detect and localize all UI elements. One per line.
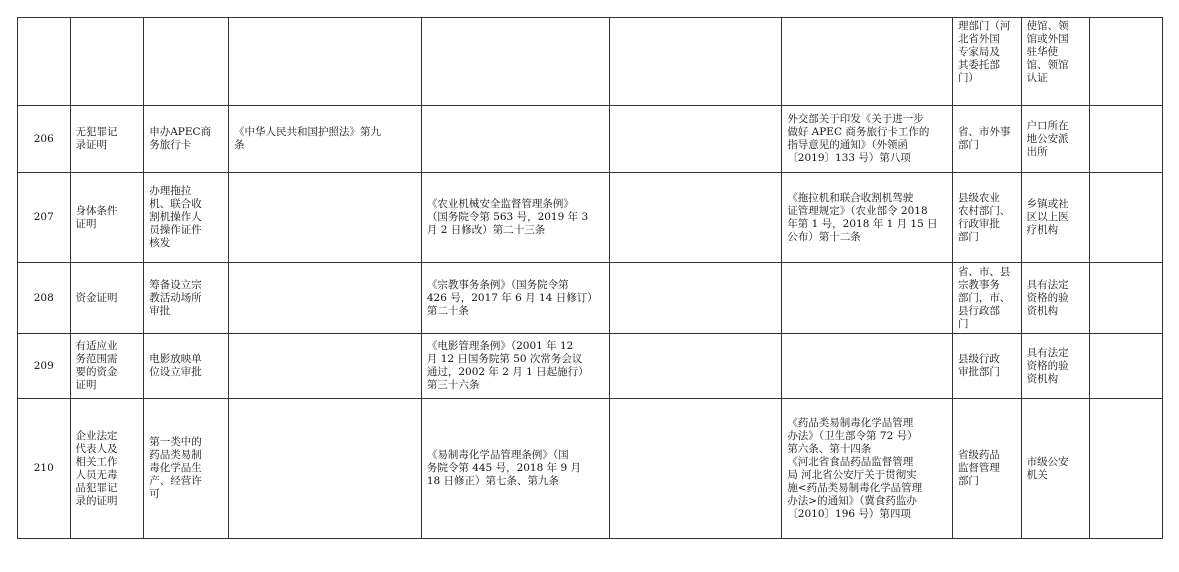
cell-matter: 办理拖拉 机、联合收 割机操作人 员操作证件 核发 (144, 173, 229, 263)
cell-law (229, 18, 422, 106)
cell-remark (1090, 263, 1163, 334)
cell-issuing-org: 乡镇或社 区以上医 疗机构 (1021, 173, 1090, 263)
cell-approval-dept: 县级农业 农村部门、 行政审批 部门 (952, 173, 1021, 263)
cell-matter: 申办APEC商 务旅行卡 (144, 106, 229, 173)
cell-issuing-org: 户口所在 地公安派 出所 (1021, 106, 1090, 173)
cell-normative (782, 334, 953, 399)
cell-regulation (421, 18, 609, 106)
cell-normative: 外交部关于印发《关于进一步 做好 APEC 商务旅行卡工作的 指导意见的通知》（外领函 〔2019〕133 号）第八项 (782, 106, 953, 173)
cell-material: 资金证明 (70, 263, 144, 334)
cell-no: 207 (18, 173, 71, 263)
cell-remark (1090, 173, 1163, 263)
cell-law (229, 334, 422, 399)
cell-regulation (421, 106, 609, 173)
cell-material: 无犯罪记 录证明 (70, 106, 144, 173)
cell-normative (782, 18, 953, 106)
cell-rule (609, 263, 782, 334)
cell-normative: 《药品类易制毒化学品管理 办法》（卫生部令第 72 号） 第六条、第十四条 《河北省食品药品监督管理 局 河北省公安厅关于贯彻实 施<药品类易制毒化学品管理 办法>的通知》（冀食药监办 〔2010〕196 号）第四项 (782, 399, 953, 539)
certificate-table (17, 17, 1163, 539)
cell-no: 209 (18, 334, 71, 399)
cell-rule (609, 334, 782, 399)
cell-approval-dept: 理部门（河 北省外国 专家局及 其委托部 门） (952, 18, 1021, 106)
cell-approval-dept: 县级行政 审批部门 (952, 334, 1021, 399)
cell-material (70, 18, 144, 106)
cell-remark (1090, 106, 1163, 173)
cell-rule (609, 106, 782, 173)
cell-remark (1090, 334, 1163, 399)
table-row (18, 334, 1163, 399)
cell-law (229, 263, 422, 334)
cell-material: 有适应业 务范围需 要的资金 证明 (70, 334, 144, 399)
cell-remark (1090, 18, 1163, 106)
cell-rule (609, 18, 782, 106)
cell-rule (609, 399, 782, 539)
cell-matter: 筹备设立宗 教活动场所 审批 (144, 263, 229, 334)
cell-matter: 第一类中的 药品类易制 毒化学品生 产、经营许 可 (144, 399, 229, 539)
table-row (18, 173, 1163, 263)
cell-no: 208 (18, 263, 71, 334)
cell-material: 身体条件 证明 (70, 173, 144, 263)
cell-no: 206 (18, 106, 71, 173)
table-row-continued (18, 18, 1163, 106)
cell-rule (609, 173, 782, 263)
cell-approval-dept: 省级药品 监督管理 部门 (952, 399, 1021, 539)
cell-issuing-org: 使馆、领 馆或外国 驻华使 馆、领馆 认证 (1021, 18, 1090, 106)
cell-issuing-org: 具有法定 资格的验 资机构 (1021, 263, 1090, 334)
table-row (18, 399, 1163, 539)
cell-regulation: 《农业机械安全监督管理条例》 （国务院令第 563 号，2019 年 3 月 2 日修改）第二十三条 (421, 173, 609, 263)
cell-law (229, 399, 422, 539)
cell-issuing-org: 具有法定 资格的验 资机构 (1021, 334, 1090, 399)
cell-regulation: 《易制毒化学品管理条例》（国 务院令第 445 号，2018 年 9 月 18 日修正）第七条、第九条 (421, 399, 609, 539)
cell-law (229, 173, 422, 263)
cell-material: 企业法定 代表人及 相关工作 人员无毒 品犯罪记 录的证明 (70, 399, 144, 539)
cell-no: 210 (18, 399, 71, 539)
cell-approval-dept: 省、市外事 部门 (952, 106, 1021, 173)
cell-no (18, 18, 71, 106)
table-row (18, 106, 1163, 173)
cell-issuing-org: 市级公安 机关 (1021, 399, 1090, 539)
cell-normative (782, 263, 953, 334)
cell-regulation: 《宗教事务条例》（国务院令第 426 号，2017 年 6 月 14 日修订） 第二十条 (421, 263, 609, 334)
cell-matter (144, 18, 229, 106)
cell-regulation: 《电影管理条例》（2001 年 12 月 12 日国务院第 50 次常务会议 通过，2002 年 2 月 1 日起施行） 第三十六条 (421, 334, 609, 399)
cell-law: 《中华人民共和国护照法》第九 条 (229, 106, 422, 173)
table-row (18, 263, 1163, 334)
cell-matter: 电影放映单 位设立审批 (144, 334, 229, 399)
cell-approval-dept: 省、市、县 宗教事务 部门，市、 县行政部 门 (952, 263, 1021, 334)
cell-remark (1090, 399, 1163, 539)
cell-normative: 《拖拉机和联合收割机驾驶 证管理规定》（农业部令 2018 年第 1 号，2018 年 1 月 15 日 公布）第十二条 (782, 173, 953, 263)
